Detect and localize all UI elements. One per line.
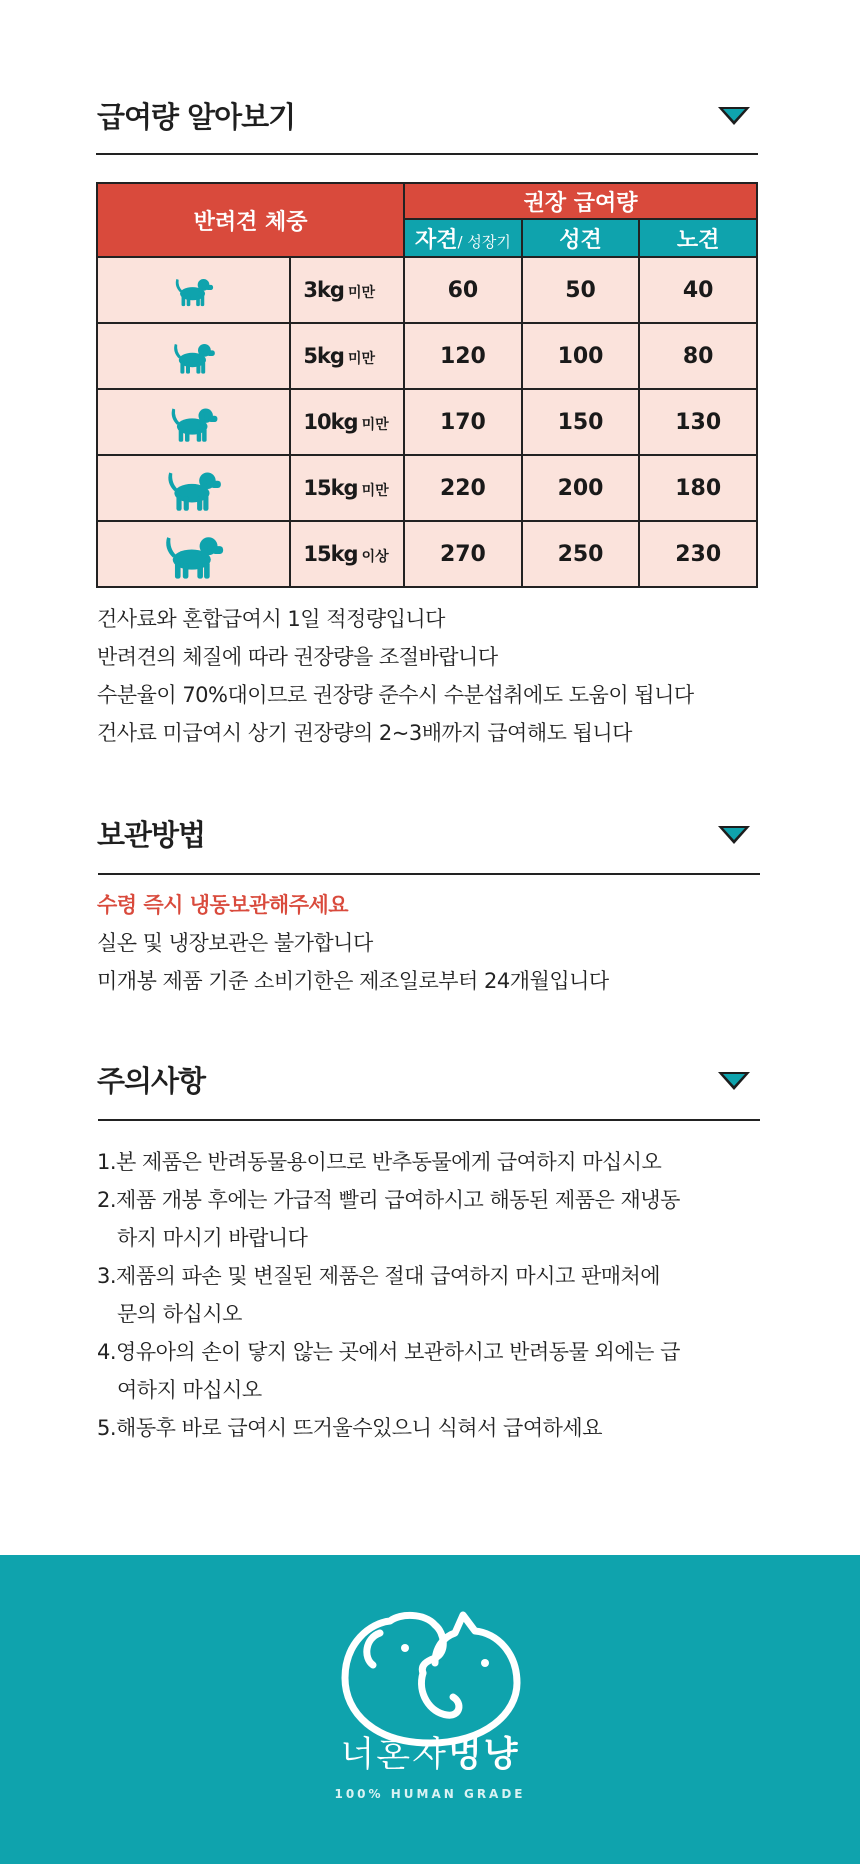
- caution-item: 1.본 제품은 반려동물용이므로 반추동물에게 급여하지 마십시오: [97, 1150, 662, 1174]
- dog-size-cell: [97, 521, 290, 587]
- dog-icon: [172, 270, 216, 310]
- dog-size-cell: [97, 323, 290, 389]
- caution-item-cont: 하지 마시기 바랍니다: [117, 1226, 308, 1250]
- storage-line: 미개봉 제품 기준 소비기한은 제조일로부터 24개월입니다: [97, 969, 609, 993]
- weight-cell: 10kg 미만: [290, 389, 404, 455]
- senior-value: 230: [639, 521, 757, 587]
- brand-name: 너혼자멍냥: [340, 1735, 520, 1775]
- dog-icon: [170, 334, 218, 378]
- note-line: 건사료 미급여시 상기 권장량의 2~3배까지 급여해도 됩니다: [97, 721, 632, 745]
- senior-value: 40: [639, 257, 757, 323]
- feeding-notes: [97, 600, 694, 752]
- brand-footer: [0, 1555, 860, 1864]
- puppy-value: 220: [404, 455, 522, 521]
- caution-section-title: 주의사항: [97, 1064, 206, 1098]
- puppy-value: 60: [404, 257, 522, 323]
- dog-icon: [163, 462, 225, 514]
- header-puppy: 자견/ 성장기: [404, 219, 522, 257]
- storage-highlight: 수령 즉시 냉동보관해주세요: [97, 893, 349, 917]
- chevron-down-icon[interactable]: [718, 107, 750, 125]
- adult-value: 150: [522, 389, 640, 455]
- weight-cell: 5kg 미만: [290, 323, 404, 389]
- caution-item: 5.해동후 바로 급여시 뜨거울수있으니 식혀서 급여하세요: [97, 1416, 602, 1440]
- note-line: 수분율이 70%대이므로 권장량 준수시 수분섭취에도 도움이 됩니다: [97, 683, 694, 707]
- adult-value: 250: [522, 521, 640, 587]
- table-row: [97, 257, 757, 323]
- caution-list: [97, 1143, 680, 1447]
- table-row: [97, 521, 757, 587]
- adult-value: 200: [522, 455, 640, 521]
- caution-item: 2.제품 개봉 후에는 가급적 빨리 급여하시고 해동된 제품은 재냉동: [97, 1188, 680, 1212]
- table-row: [97, 455, 757, 521]
- note-line: 건사료와 혼합급여시 1일 적정량입니다: [97, 607, 445, 631]
- feeding-section-title: 급여량 알아보기: [97, 100, 296, 134]
- senior-value: 180: [639, 455, 757, 521]
- brand-tagline: 100% HUMAN GRADE: [334, 1787, 526, 1801]
- header-senior: 노견: [639, 219, 757, 257]
- caution-item: 3.제품의 파손 및 변질된 제품은 절대 급여하지 마시고 판매처에: [97, 1264, 661, 1288]
- dog-icon: [167, 398, 221, 446]
- storage-line: 실온 및 냉장보관은 불가합니다: [97, 931, 373, 955]
- table-row: [97, 389, 757, 455]
- storage-text: [97, 886, 609, 1000]
- puppy-value: 170: [404, 389, 522, 455]
- header-adult: 성견: [522, 219, 640, 257]
- chevron-down-icon[interactable]: [718, 1072, 750, 1090]
- dog-size-cell: [97, 257, 290, 323]
- weight-cell: 15kg 이상: [290, 521, 404, 587]
- table-row: [97, 323, 757, 389]
- caution-item-cont: 문의 하십시오: [117, 1302, 242, 1326]
- dog-icon: [159, 526, 229, 582]
- section-divider: [96, 153, 758, 155]
- senior-value: 80: [639, 323, 757, 389]
- header-recommended: 권장 급여량: [404, 183, 757, 219]
- dog-size-cell: [97, 455, 290, 521]
- puppy-value: 270: [404, 521, 522, 587]
- chevron-down-icon[interactable]: [718, 826, 750, 844]
- header-weight: 반려견 체중: [97, 183, 404, 257]
- dog-size-cell: [97, 389, 290, 455]
- weight-cell: 15kg 미만: [290, 455, 404, 521]
- caution-item-cont: 여하지 마십시오: [117, 1378, 262, 1402]
- adult-value: 100: [522, 323, 640, 389]
- storage-section-title: 보관방법: [97, 818, 206, 852]
- feeding-table: [96, 182, 758, 588]
- puppy-value: 120: [404, 323, 522, 389]
- caution-item: 4.영유아의 손이 닿지 않는 곳에서 보관하시고 반려동물 외에는 급: [97, 1340, 680, 1364]
- section-divider: [98, 873, 760, 875]
- section-divider: [98, 1119, 760, 1121]
- senior-value: 130: [639, 389, 757, 455]
- note-line: 반려견의 체질에 따라 권장량을 조절바랍니다: [97, 645, 498, 669]
- adult-value: 50: [522, 257, 640, 323]
- weight-cell: 3kg 미만: [290, 257, 404, 323]
